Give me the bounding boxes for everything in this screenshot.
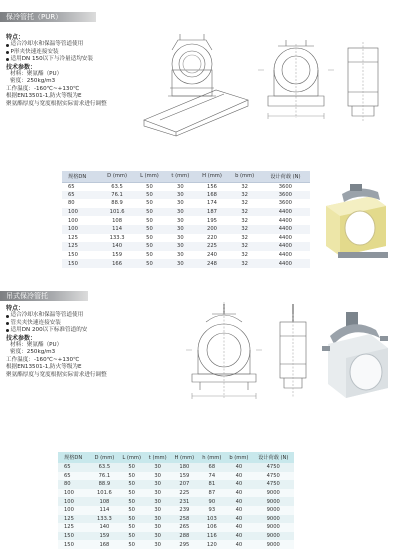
table-cell: 32 (241, 217, 248, 224)
table-cell: 80 (68, 200, 75, 207)
table-cell: 100 (62, 225, 100, 234)
section1-text-block (6, 34, 107, 108)
table-cell: 166 (100, 259, 133, 268)
table-header-cell: t (mm) (165, 171, 195, 182)
table-cell: 40 (225, 515, 252, 524)
table-cell: 9000 (252, 497, 294, 506)
table-cell: 74 (198, 472, 225, 481)
table-cell: 9000 (252, 506, 294, 515)
table-cell: 40 (225, 532, 252, 541)
table-row (58, 523, 294, 532)
table-header-cell: L (mm) (118, 452, 145, 463)
table-cell: 50 (118, 480, 145, 489)
table-cell: 9000 (252, 540, 294, 549)
table-header-cell: b (mm) (225, 452, 252, 463)
table-header-cell: D (mm) (90, 452, 118, 463)
table-cell: 50 (146, 234, 153, 241)
table-cell: 9000 (252, 489, 294, 498)
table-cell: 32 (241, 200, 248, 207)
table-header-cell: h (mm) (198, 452, 225, 463)
table-cell: 106 (198, 523, 225, 532)
table-row (62, 242, 310, 251)
table-cell: 248 (195, 259, 228, 268)
table-cell: 32 (229, 191, 261, 200)
section2-technical-drawing (176, 300, 316, 406)
table-cell: 120 (198, 540, 225, 549)
table-cell: 32 (229, 208, 261, 217)
table-cell: 4400 (278, 217, 292, 224)
table-cell: 50 (146, 183, 153, 190)
section2-param: 材料：聚氨酯（PU） (10, 342, 63, 349)
section2-product-photo (318, 310, 392, 410)
table-cell: 30 (145, 472, 170, 481)
table-cell: 65 (62, 191, 100, 200)
table-cell: 295 (170, 540, 198, 549)
table-cell: 30 (165, 225, 195, 234)
table-row (62, 259, 310, 268)
table-cell: 133.3 (90, 515, 118, 524)
table-header-cell: L (mm) (134, 171, 166, 182)
table-cell: 150 (58, 540, 90, 549)
table-cell: 168 (195, 191, 228, 200)
table-cell: 65 (58, 463, 90, 472)
table-row (62, 225, 310, 234)
section2-feature: 适用DN 200以下标准管道的安 (10, 327, 88, 334)
table-cell: 65 (68, 183, 75, 190)
table-cell: 265 (170, 523, 198, 532)
section1-feature: P形夹快速连接安装 (10, 48, 59, 55)
table-cell: 140 (90, 523, 118, 532)
table-cell: 30 (165, 242, 195, 251)
table-row (62, 182, 310, 191)
section2-spec-table (58, 452, 294, 549)
table-cell: 4750 (252, 463, 294, 472)
table-cell: 50 (134, 259, 166, 268)
table-cell: 100 (58, 497, 90, 506)
section1-front-drawing (252, 36, 392, 132)
section1-param: 根据EN13501-1,防火等级为E (6, 93, 82, 100)
table-cell: 239 (170, 506, 198, 515)
section1-feature: 适合冷却水和保温等管道使用 (10, 41, 84, 48)
table-header-row (58, 452, 294, 463)
table-header-cell: H (mm) (195, 171, 228, 182)
section1-features-title: 特点： (6, 34, 25, 41)
section2-heading: 吊式保冷管托 (6, 292, 48, 300)
table-header-cell: t (mm) (145, 452, 170, 463)
table-cell: 40 (225, 506, 252, 515)
table-row (58, 540, 294, 549)
table-row (58, 497, 294, 506)
section2-param: 根据EN13501-1,防火等级为E (6, 364, 82, 371)
section1-param: 材料：聚氨酯（PU） (10, 71, 63, 78)
table-cell: 100 (58, 489, 90, 498)
table-cell: 40 (225, 463, 252, 472)
table-cell: 30 (145, 506, 170, 515)
table-cell: 50 (134, 208, 166, 217)
table-cell: 30 (165, 208, 195, 217)
table-cell: 9000 (252, 515, 294, 524)
section2-features-title: 特点： (6, 305, 25, 312)
table-cell: 288 (170, 532, 198, 541)
table-cell: 50 (118, 515, 145, 524)
table-cell: 168 (90, 540, 118, 549)
table-cell: 30 (177, 217, 184, 224)
table-cell: 150 (68, 252, 78, 259)
table-cell: 116 (198, 532, 225, 541)
table-cell: 125 (62, 242, 100, 251)
bullet-icon (6, 51, 9, 54)
table-cell: 4400 (261, 242, 310, 251)
bullet-icon (6, 44, 9, 47)
table-cell: 108 (90, 497, 118, 506)
table-cell: 30 (177, 200, 184, 207)
table-cell: 9000 (252, 532, 294, 541)
section2-feature: 适合冷却水和保温等管道使用 (10, 312, 84, 319)
table-header-cell: D (mm) (100, 171, 133, 182)
table-cell: 50 (118, 472, 145, 481)
table-cell: 40 (225, 489, 252, 498)
table-cell: 225 (170, 489, 198, 498)
table-cell: 40 (225, 480, 252, 489)
table-cell: 4400 (278, 252, 292, 259)
section2-heading-bar (0, 291, 88, 301)
table-cell: 50 (118, 506, 145, 515)
table-cell: 68 (198, 463, 225, 472)
table-cell: 32 (241, 183, 248, 190)
table-cell: 220 (207, 234, 217, 241)
table-cell: 50 (118, 532, 145, 541)
section1-isometric-drawing (140, 36, 252, 136)
table-cell: 30 (145, 463, 170, 472)
table-header-cell: b (mm) (229, 171, 261, 182)
table-cell: 150 (58, 532, 90, 541)
table-row (62, 191, 310, 200)
section1-param: 密度：250kg/m3 (10, 78, 56, 85)
table-row (62, 208, 310, 217)
section2-text-block (6, 305, 107, 379)
table-cell: 30 (177, 234, 184, 241)
table-cell: 50 (146, 200, 153, 207)
table-header-cell: 设计荷载 (N) (252, 452, 294, 463)
table-cell: 108 (112, 217, 123, 224)
table-row (62, 234, 310, 243)
table-cell: 76.1 (90, 472, 118, 481)
section2-feature: 管夹夹快速连接安装 (10, 319, 61, 326)
table-cell: 101.6 (90, 489, 118, 498)
table-cell: 30 (145, 515, 170, 524)
table-header-cell: H (mm) (170, 452, 198, 463)
table-cell: 174 (207, 200, 217, 207)
table-cell: 225 (195, 242, 228, 251)
table-cell: 50 (134, 242, 166, 251)
bullet-icon (6, 329, 9, 332)
table-cell: 100 (58, 506, 90, 515)
table-row (58, 489, 294, 498)
bullet-icon (6, 58, 9, 61)
table-cell: 159 (90, 532, 118, 541)
table-header-row (62, 171, 310, 182)
table-cell: 63.5 (111, 183, 123, 190)
table-cell: 103 (198, 515, 225, 524)
table-cell: 50 (134, 191, 166, 200)
table-cell: 30 (145, 523, 170, 532)
table-cell: 231 (170, 497, 198, 506)
table-cell: 76.1 (100, 191, 133, 200)
table-cell: 50 (146, 217, 153, 224)
table-cell: 156 (207, 183, 217, 190)
table-row (58, 532, 294, 541)
table-cell: 258 (170, 515, 198, 524)
table-header-cell: 设计荷载 (N) (261, 171, 310, 182)
table-cell: 3600 (261, 191, 310, 200)
table-cell: 140 (100, 242, 133, 251)
bullet-icon (6, 315, 9, 318)
table-cell: 40 (225, 540, 252, 549)
table-cell: 100 (62, 208, 100, 217)
table-header-cell: 规格DN (58, 452, 90, 463)
table-cell: 187 (195, 208, 228, 217)
table-cell: 32 (229, 242, 261, 251)
table-cell: 50 (118, 489, 145, 498)
table-cell: 50 (146, 252, 153, 259)
section1-param: 工作温度：-160℃~+130℃ (6, 85, 80, 92)
table-cell: 114 (90, 506, 118, 515)
bullet-icon (6, 322, 9, 325)
table-cell: 9000 (252, 523, 294, 532)
table-row (62, 199, 310, 208)
table-cell: 4750 (252, 480, 294, 489)
table-row (58, 515, 294, 524)
table-cell: 114 (100, 225, 133, 234)
table-cell: 200 (195, 225, 228, 234)
section2-param: 密度：250kg/m3 (10, 349, 56, 356)
table-cell: 40 (225, 523, 252, 532)
table-cell: 125 (68, 234, 78, 241)
section1-params-title: 技术参数： (6, 63, 37, 71)
table-cell: 40 (225, 472, 252, 481)
section1-feature: 适用DN 150以下与冷量适均安装 (10, 56, 93, 63)
table-cell: 80 (58, 480, 90, 489)
section1-product-photo (318, 180, 392, 260)
table-cell: 93 (198, 506, 225, 515)
table-cell: 30 (145, 540, 170, 549)
table-cell: 87 (198, 489, 225, 498)
table-cell: 30 (145, 532, 170, 541)
table-cell: 159 (112, 252, 123, 259)
section1-heading: 保冷管托（PUR） (6, 13, 63, 21)
table-cell: 125 (58, 523, 90, 532)
section1-spec-table (62, 171, 310, 268)
table-cell: 4400 (261, 208, 310, 217)
table-cell: 30 (145, 497, 170, 506)
table-cell: 125 (58, 515, 90, 524)
table-cell: 3600 (278, 183, 292, 190)
table-cell: 65 (58, 472, 90, 481)
section1-param: 聚氨酯厚度与宽度根据实际需求进行调整 (6, 100, 107, 107)
table-cell: 30 (165, 191, 195, 200)
table-row (62, 251, 310, 260)
table-cell: 30 (177, 183, 184, 190)
table-cell: 90 (198, 497, 225, 506)
table-row (62, 216, 310, 225)
table-cell: 4750 (252, 472, 294, 481)
table-cell: 32 (241, 252, 248, 259)
table-cell: 4400 (261, 259, 310, 268)
table-cell: 30 (165, 259, 195, 268)
table-cell: 240 (207, 252, 217, 259)
table-cell: 50 (134, 225, 166, 234)
table-cell: 101.6 (100, 208, 133, 217)
table-cell: 50 (118, 540, 145, 549)
table-cell: 88.9 (90, 480, 118, 489)
table-cell: 133.3 (109, 234, 125, 241)
table-row (58, 480, 294, 489)
table-cell: 32 (241, 234, 248, 241)
table-cell: 50 (118, 497, 145, 506)
table-row (58, 463, 294, 472)
table-cell: 4400 (261, 225, 310, 234)
table-cell: 195 (207, 217, 217, 224)
table-cell: 150 (62, 259, 100, 268)
table-cell: 32 (229, 259, 261, 268)
table-cell: 50 (118, 523, 145, 532)
table-cell: 159 (170, 472, 198, 481)
table-cell: 88.9 (111, 200, 123, 207)
table-cell: 207 (170, 480, 198, 489)
table-cell: 81 (198, 480, 225, 489)
table-cell: 30 (177, 252, 184, 259)
section2-param: 工作温度：-160℃~+130℃ (6, 356, 80, 363)
section2-param: 聚氨酯厚度与宽度根据实际需求进行调整 (6, 371, 107, 378)
section2-params-title: 技术参数： (6, 334, 37, 342)
table-header-cell: 规格DN (62, 171, 100, 182)
table-row (58, 506, 294, 515)
table-cell: 180 (170, 463, 198, 472)
table-cell: 40 (225, 497, 252, 506)
table-cell: 100 (68, 217, 78, 224)
section1-heading-bar (0, 12, 96, 22)
table-cell: 63.5 (90, 463, 118, 472)
table-cell: 3600 (278, 200, 292, 207)
table-cell: 30 (145, 489, 170, 498)
table-cell: 4400 (278, 234, 292, 241)
table-cell: 30 (145, 480, 170, 489)
table-cell: 32 (229, 225, 261, 234)
table-cell: 50 (118, 463, 145, 472)
table-row (58, 472, 294, 481)
